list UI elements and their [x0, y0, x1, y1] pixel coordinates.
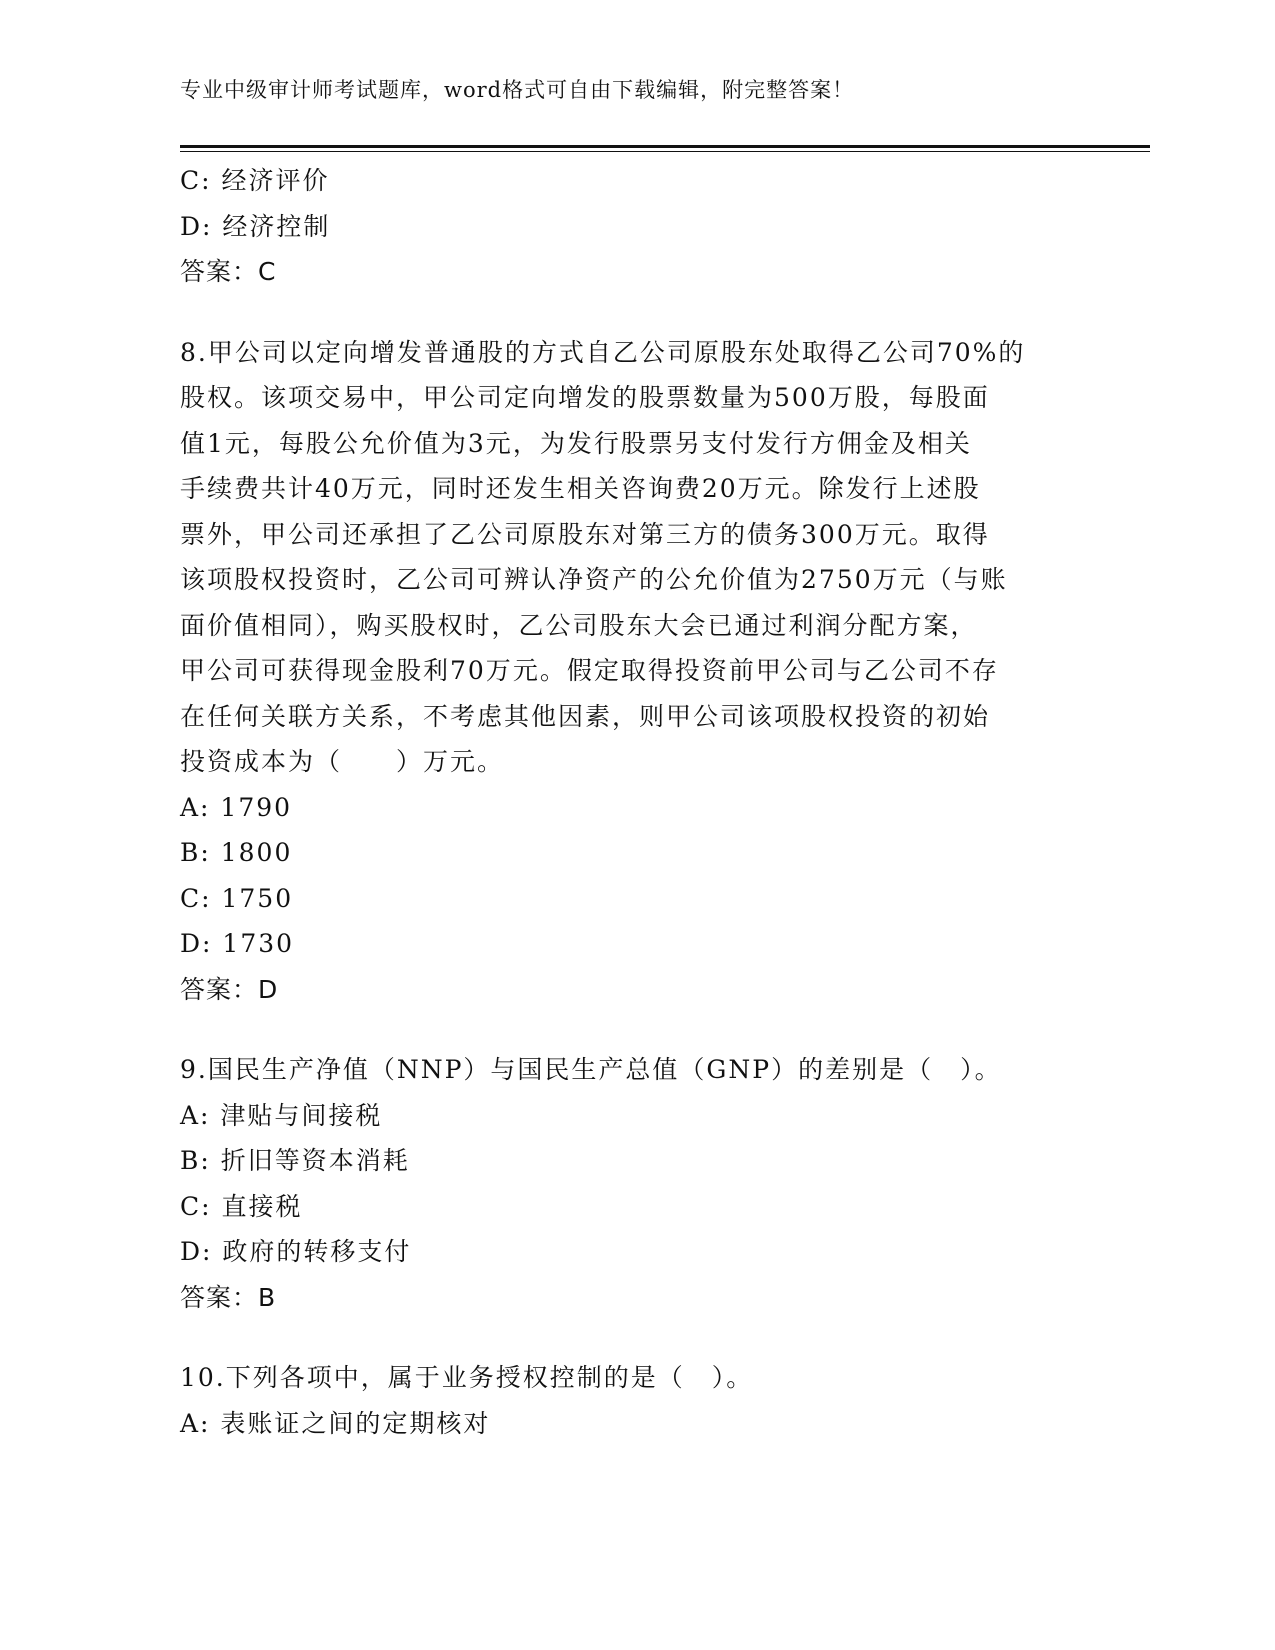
question-8-line: 甲公司可获得现金股利70万元。假定取得投资前甲公司与乙公司不存 [180, 656, 999, 685]
question-9-line: 9.国民生产净值（NNP）与国民生产总值（GNP）的差别是（ ）。 [180, 1055, 1002, 1084]
prev-question-block [180, 158, 1120, 295]
option-c: C: 直接税 [180, 1191, 303, 1221]
question-8-line: 8.甲公司以定向增发普通股的方式自乙公司原股东处取得乙公司70%的 [180, 337, 1026, 367]
option-c: C: 经济评价 [180, 166, 330, 195]
question-8-line: 投资成本为（ ）万元。 [180, 747, 505, 776]
question-content [180, 158, 1120, 1446]
option-b: B: 折旧等资本消耗 [180, 1146, 410, 1175]
option-a: A: 1790 [180, 792, 293, 822]
question-8-line: 值1元，每股公允价值为3元，为发行股票另支付发行方佣金及相关 [180, 428, 972, 458]
option-d: D: 1730 [180, 929, 295, 958]
spacer [180, 1012, 1120, 1047]
option-c: C: 1750 [180, 883, 294, 913]
answer-line: 答案：D [180, 974, 279, 1004]
spacer [180, 1320, 1120, 1355]
option-a: A: 津贴与间接税 [180, 1100, 383, 1130]
answer-line: 答案：C [180, 257, 277, 286]
header-rule-thick [180, 145, 1150, 148]
answer-line: 答案：B [180, 1282, 277, 1312]
question-8-block [180, 330, 1120, 1013]
question-8-line: 该项股权投资时，乙公司可辨认净资产的公允价值为2750万元（与账 [180, 565, 1008, 594]
question-8-line: 面价值相同），购买股权时，乙公司股东大会已通过利润分配方案， [180, 610, 978, 640]
option-a: A: 表账证之间的定期核对 [180, 1408, 491, 1438]
question-8-line: 票外，甲公司还承担了乙公司原股东对第三方的债务300万元。取得 [180, 519, 990, 549]
spacer [180, 295, 1120, 330]
page-header: 专业中级审计师考试题库，word格式可自由下载编辑，附完整答案！ [180, 78, 855, 102]
question-9-block [180, 1047, 1120, 1320]
option-b: B: 1800 [180, 838, 293, 867]
question-8-line: 手续费共计40万元，同时还发生相关咨询费20万元。除发行上述股 [180, 474, 981, 503]
option-d: D: 政府的转移支付 [180, 1237, 412, 1266]
question-10-block [180, 1355, 1120, 1446]
header-rule-thin [180, 151, 1150, 152]
option-d: D: 经济控制 [180, 211, 331, 241]
question-8-line: 在任何关联方关系，不考虑其他因素，则甲公司该项股权投资的初始 [180, 701, 991, 731]
question-8-line: 股权。该项交易中，甲公司定向增发的股票数量为500万股，每股面 [180, 383, 990, 412]
question-10-line: 10.下列各项中，属于业务授权控制的是（ ）。 [180, 1363, 754, 1392]
